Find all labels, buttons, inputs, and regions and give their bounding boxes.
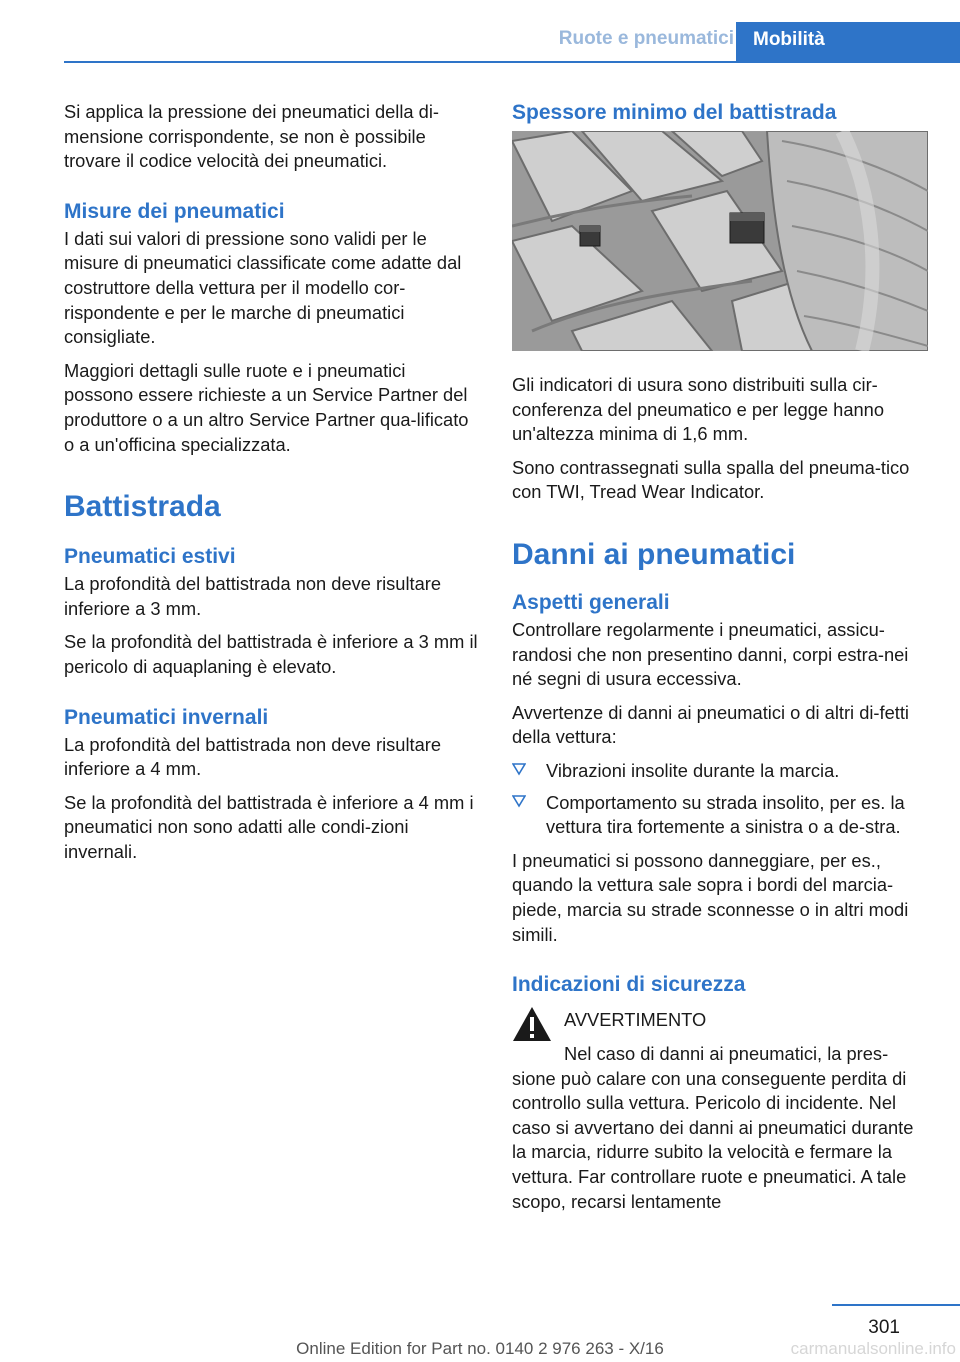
triangle-bullet-icon bbox=[512, 762, 526, 776]
header-chapter-tab: Mobilità bbox=[736, 22, 960, 62]
list-item-text: Comportamento su strada insolito, per es. la vettura tira fortemente a sinistra o a de-stra. bbox=[546, 791, 905, 838]
heading-estivi: Pneumatici estivi bbox=[64, 545, 236, 569]
warning-block bbox=[512, 1004, 926, 1042]
bullet-list bbox=[512, 759, 926, 840]
paragraph: Controllare regolarmente i pneumatici, assicu-randosi che non presentino danni, corpi estra-nei né segni di usura eccessiva. bbox=[512, 618, 909, 690]
paragraph: Se la profondità del battistrada è inferiore a 3 mm il pericolo di aquaplaning è elevato. bbox=[64, 631, 478, 677]
edition-text: Online Edition for Part no. 0140 2 976 263 - X/16 bbox=[296, 1339, 664, 1358]
header-section-title: Ruote e pneumatici bbox=[558, 28, 734, 49]
heading-spessore: Spessore minimo del battistrada bbox=[512, 101, 837, 124]
paragraph: La profondità del battistrada non deve risultare inferiore a 3 mm. bbox=[64, 573, 442, 619]
paragraph: La profondità del battistrada non deve risultare inferiore a 4 mm. bbox=[64, 733, 442, 780]
list-item-text: Vibrazioni insolite durante la marcia. bbox=[546, 759, 840, 781]
right-column bbox=[512, 100, 926, 1223]
edition-note bbox=[0, 1339, 960, 1359]
tread-wear-indicator-image bbox=[512, 131, 928, 351]
warning-title: AVVERTIMENTO bbox=[564, 1009, 707, 1031]
paragraph: I dati sui valori di pressione sono validi per le misure di pneumatici classificate come adatte dal costruttore della vettura per il modello cor-rispondente e per le marche di pneumatici consigliate. bbox=[64, 227, 462, 348]
paragraph: Se la profondità del battistrada è inferiore a 4 mm i pneumatici non sono adatti alle condi-zioni invernali. bbox=[64, 791, 474, 862]
paragraph: Maggiori dettagli sulle ruote e i pneumatici possono essere richieste a un Service Partner del produttore o a un altro Service Partner qua-lificato o a un'officina specializzata. bbox=[64, 359, 469, 455]
page-number: 301 bbox=[868, 1317, 900, 1338]
paragraph: Si applica la pressione dei pneumatici della di-mensione corrispondente, se non è possibile trovare il codice velocità dei pneumatici. bbox=[64, 101, 439, 172]
paragraph: Gli indicatori di usura sono distribuiti sulla cir-conferenza del pneumatico e per legge hanno un'altezza minima di 1,6 mm. bbox=[512, 374, 884, 445]
paragraph: I pneumatici si possono danneggiare, per es., quando la vettura sale sopra i bordi del marcia-piede, marcia su strade sconnesse o in altri modi simili. bbox=[512, 849, 909, 945]
heading-aspetti: Aspetti generali bbox=[512, 590, 670, 614]
warning-text bbox=[512, 1042, 926, 1214]
triangle-bullet-icon bbox=[512, 794, 526, 808]
header-rule bbox=[64, 61, 960, 63]
list-item bbox=[512, 759, 926, 784]
paragraph: Avvertenze di danni ai pneumatici o di altri di-fetti della vettura: bbox=[512, 701, 909, 748]
footer-rule bbox=[832, 1304, 960, 1306]
warning-text-content: Nel caso di danni ai pneumatici, la pres-sione può calare con una conseguente perdita di controllo sulla vettura. Pericolo di incidente. Nel caso si avvertano dei danni ai pneumatici durante la marcia, ridurre subito la velocità e fermare la vettura. Far controllare ruote e pneumatici. A tale scopo, recarsi lentamente bbox=[512, 1043, 914, 1212]
heading-sicurezza: Indicazioni di sicurezza bbox=[512, 973, 746, 997]
warning-triangle-icon bbox=[512, 1006, 552, 1042]
left-column bbox=[64, 100, 478, 873]
heading-danni: Danni ai pneumatici bbox=[512, 537, 796, 571]
heading-misure: Misure dei pneumatici bbox=[64, 199, 285, 223]
paragraph: Sono contrassegnati sulla spalla del pneuma-tico con TWI, Tread Wear Indicator. bbox=[512, 456, 910, 503]
heading-battistrada: Battistrada bbox=[64, 490, 221, 524]
list-item bbox=[512, 791, 926, 840]
watermark: carmanualsonline.info bbox=[790, 1339, 956, 1358]
heading-invernali: Pneumatici invernali bbox=[64, 705, 269, 729]
